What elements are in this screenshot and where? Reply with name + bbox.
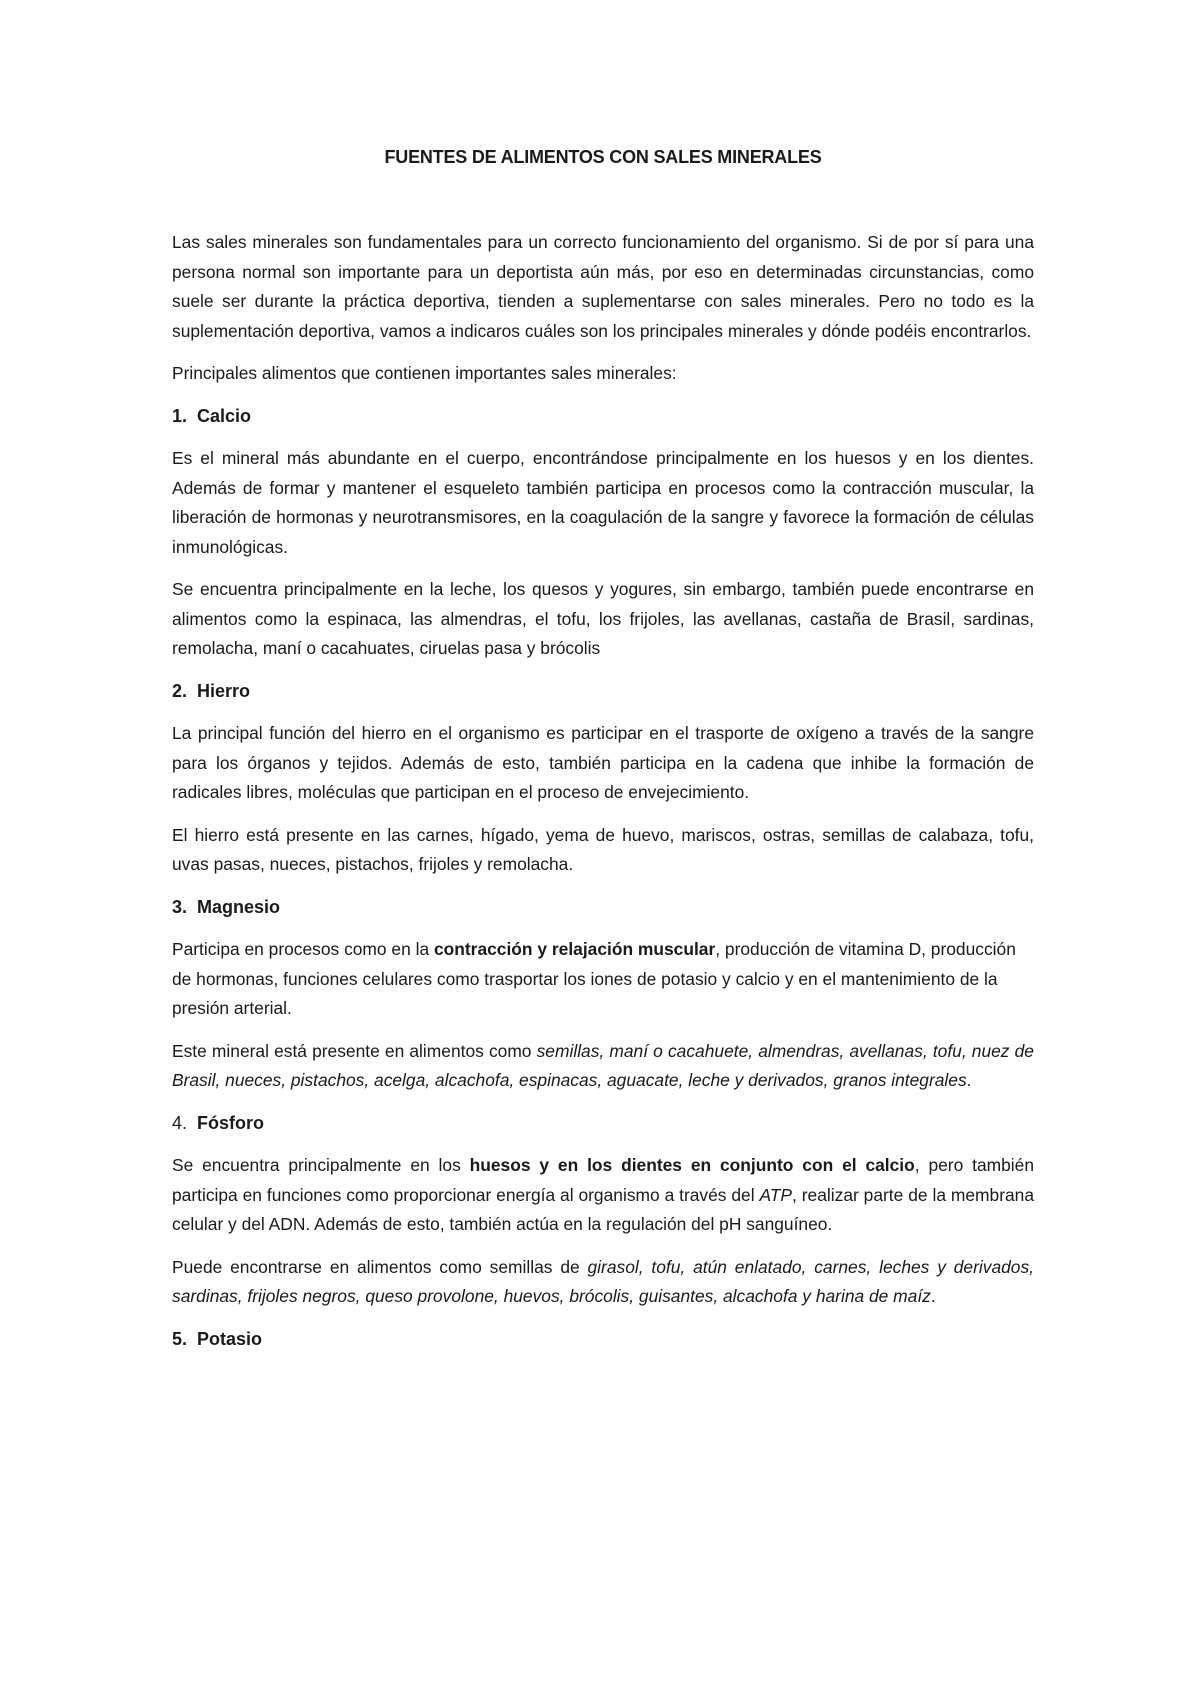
section-number: 1. — [172, 405, 188, 426]
intro-paragraph: Las sales minerales son fundamentales para un correcto funcionamiento del organismo. Si de por sí para una persona normal son importante para un deportista aún más, por eso en determinadas circunstancias, como suele ser durante la práctica deportiva, tienden a suplementarse con sales minerales. Pero no todo es la suplementación deportiva, vamos a indicaros cuáles son los principales minerales y dónde podéis encontrarlos. — [172, 232, 1034, 341]
section-heading-hierro — [172, 677, 1034, 707]
text-run: Puede encontrarse en alimentos como semillas de — [172, 1256, 588, 1277]
text-run: Se encuentra principalmente en los — [172, 1155, 470, 1175]
fosforo-paragraph-2 — [172, 1253, 1034, 1312]
document-title: FUENTES DE ALIMENTOS CON SALES MINERALES — [384, 147, 822, 167]
section-number: 5. — [172, 1328, 188, 1349]
italic-text-run: semillas, maní o cacahuete, almendras, avellanas, tofu, nuez de Brasil, nueces, pistachos, acelga, alcachofa, espinacas, aguacate, leche y derivados, granos integrales — [172, 1040, 1034, 1090]
text-run: , producción de vitamina D, producción de hormonas, funciones celulares como trasportar los iones de potasio y calcio y en el mantenimiento de la presión arterial. — [172, 939, 1016, 1018]
italic-text-run: ATP — [759, 1184, 793, 1205]
section-heading-calcio — [172, 402, 1034, 432]
section-number: 2. — [172, 680, 188, 701]
text-run: , realizar parte de la membrana celular y del ADN. Además de esto, también actúa en la regulación del pH sanguíneo. — [172, 1184, 1035, 1234]
text-run: . — [966, 1070, 972, 1090]
bold-text-run: huesos y en los dientes en conjunto con el calcio — [469, 1155, 915, 1175]
text-run: Participa en procesos como en la — [172, 939, 434, 959]
section-number: 3. — [172, 896, 188, 917]
document-page — [172, 0, 1034, 1696]
section-title: Fósforo — [197, 1112, 265, 1133]
section-heading-magnesio — [172, 893, 1034, 923]
text-run: , pero también participa en funciones como proporcionar energía al organismo a través del — [172, 1155, 1034, 1205]
fosforo-paragraph-1 — [172, 1151, 1034, 1240]
magnesio-paragraph-1 — [172, 935, 1034, 1024]
italic-text-run: girasol, tofu, atún enlatado, carnes, leches y derivados, sardinas, frijoles negros, queso provolone, huevos, brócolis, guisantes, alcachofa y harina de maíz — [172, 1256, 1034, 1306]
section-title: Calcio — [197, 405, 252, 426]
section-heading-fosforo — [172, 1109, 1034, 1139]
section-title: Hierro — [197, 680, 251, 701]
hierro-paragraph-2: El hierro está presente en las carnes, hígado, yema de huevo, mariscos, ostras, semillas de calabaza, tofu, uvas pasas, nueces, pistachos, frijoles y remolacha. — [172, 824, 1034, 874]
section-title: Potasio — [197, 1328, 263, 1349]
calcio-paragraph-1: Es el mineral más abundante en el cuerpo, encontrándose principalmente en los huesos y en los dientes. Además de formar y mantener el esqueleto también participa en procesos como la contracción muscular, la liberación de hormonas y neurotransmisores, en la coagulación de la sangre y favorece la formación de células inmunológicas. — [172, 448, 1034, 557]
text-run: Este mineral está presente en alimentos como — [172, 1040, 537, 1061]
bold-text-run: contracción y relajación muscular — [433, 939, 716, 959]
calcio-paragraph-2: Se encuentra principalmente en la leche, los quesos y yogures, sin embargo, también puede encontrarse en alimentos como la espinaca, las almendras, el tofu, los frijoles, las avellanas, castaña de Brasil, sardinas, remolacha, maní o cacahuates, ciruelas pasa y brócolis — [172, 579, 1034, 658]
hierro-paragraph-1: La principal función del hierro en el organismo es participar en el trasporte de oxígeno a través de la sangre para los órganos y tejidos. Además de esto, también participa en la cadena que inhibe la formación de radicales libres, moléculas que participan en el proceso de envejecimiento. — [172, 723, 1034, 802]
section-title: Magnesio — [197, 896, 281, 917]
magnesio-paragraph-2 — [172, 1037, 1034, 1096]
document-body — [172, 228, 1034, 1367]
text-run: . — [930, 1286, 936, 1306]
section-number: 4. — [172, 1112, 188, 1133]
lead-paragraph: Principales alimentos que contienen importantes sales minerales: — [172, 363, 677, 383]
section-heading-potasio — [172, 1325, 1034, 1355]
